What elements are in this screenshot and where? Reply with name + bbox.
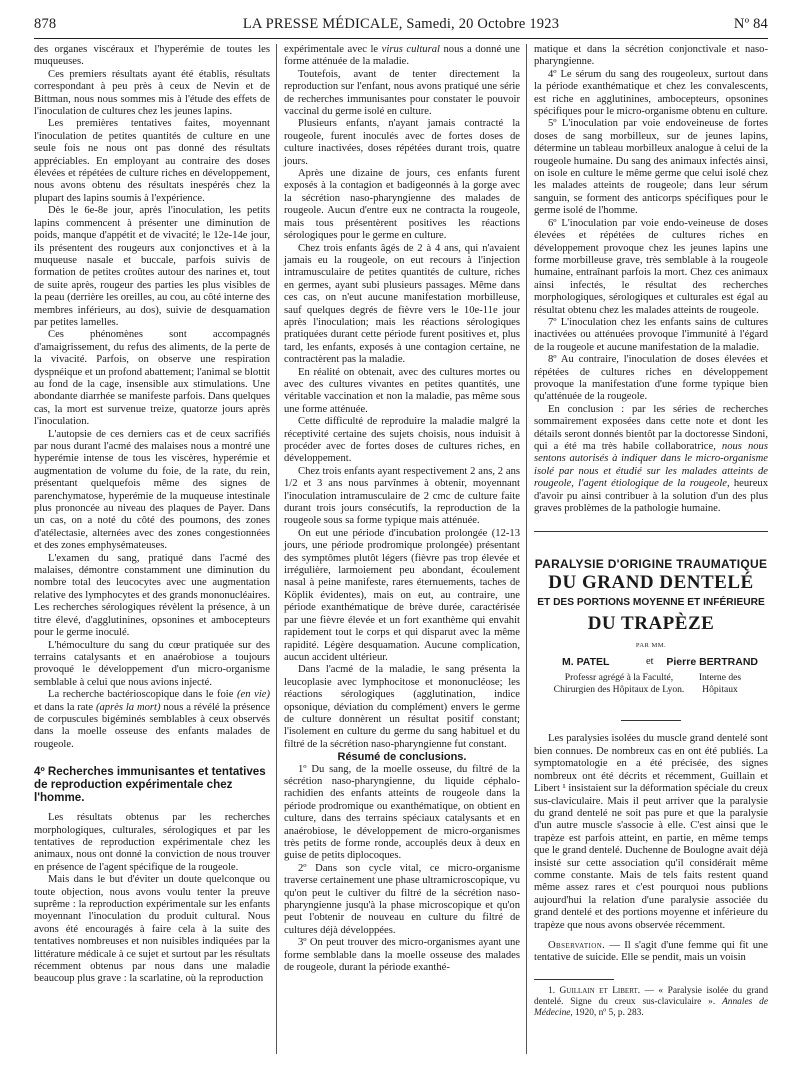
paragraph: Les premières tentatives faites, moyennant l'inoculation de petites quantités de culture en une seule fois ne nous ont pas donné des résultats appréciables. En employant au contraire des doses élevées et répétées de culture riches en développement, nous avons obtenu des résultats inespérés chez la plupart des lapins soumis à l'expérience. [34, 118, 270, 204]
paragraph: Les résultats obtenus par les recherches morphologiques, culturales, sérologiques et par les tentatives de reproduction expérimentale chez les animaux, nous ont donné la conviction de nous trouver en présence de l'agent spécifique de la rougeole. [34, 812, 270, 873]
paragraph: En réalité on obtenait, avec des cultures mortes ou avec des cultures vivantes en petites quantités, une véritable vaccination et non la maladie, pas même sous une forme atténuée. [284, 366, 520, 415]
conclusion-item: 4º Le sérum du sang des rougeoleux, surtout dans la période exanthématique et chez les convalescents, est riche en agglutinines, ambocepteurs, opsonines spécifiques pour le micro-organisme obtenu en culture. [534, 68, 768, 118]
text: La recherche bactérioscopique dans le foie [48, 689, 238, 701]
paragraph: L'examen du sang, pratiqué dans l'acmé des malaises, démontre constamment une diminution du nombre total des leucocytes avec une augmentation relative des lymphocytes et des grands mononucléaires. Les recherches sérologiques révèlent la présence, à un titre élevé, d'agglutinines, opsonines et ambocepteurs pour le germe inoculé. [34, 552, 270, 639]
italic-text: (après la mort) [95, 701, 161, 713]
conclusion-item: 7º L'inoculation chez les enfants sains de cultures inactivées ou atténuées provoque l'immunité à l'égard de la rougeole et aucune manifestation de la maladie. [534, 316, 768, 353]
conclusion-item: 1º Du sang, de la moelle osseuse, du filtré de la sécrétion naso-pharyngienne, du liquide céphalo-rachidien des enfants atteints de rougeole dans la période prodromique ou exanthématique, on obtient en culture, dans des terrains spéciaux catalysants et en anaérobiose, le développement de micro-organismes très petits de forme ronde, accouplés deux à deux en guise de petits diplocoques. [284, 763, 520, 862]
page-header [34, 14, 768, 34]
journal-title: LA PRESSE MÉDICALE, Samedi, 20 Octobre 1923 [242, 16, 560, 32]
conclusion-item: 8º Au contraire, l'inoculation de doses élevées et répétées de cultures riches en développement provoque la manifestation d'une forme typique bien qu'atténuée de la rougeole. [534, 354, 768, 403]
resume-heading: Résumé de conclusions. [337, 751, 467, 764]
article-title-line-1: PARALYSIE D'ORIGINE TRAUMATIQUE [534, 557, 768, 572]
paragraph: Ces phénomènes sont accompagnés d'amaigrissement, du refus des aliments, de la perte de la vivacité. Parfois, on observe une respiration dyspnéique et un profond abattement; l'animal se blottit au fond de la cage, insensible aux stimulations. Une abondante diarrhée se manifeste parfois. Dans quelques cas, la mort est survenue treize, quatorze jours après l'inoculation. [34, 329, 270, 428]
text: nous a donné une forme atténuée de la maladie. [284, 44, 521, 68]
italic-text: (en vie) [237, 689, 270, 701]
page-number: 878 [34, 16, 57, 32]
column-divider [526, 44, 527, 1054]
text: nous a révélé la présence de corpuscules bigéminés semblables à ceux observés dans la moelle osseuse des enfants malades de rougeole. [34, 701, 270, 750]
column-2 [284, 44, 520, 974]
authors [534, 656, 768, 670]
title-rule [621, 720, 681, 721]
italic-text: nous nous sentons autorisés à indiquer dans le micro-organisme isolé par nous et étudié sur les malades atteints de rougeole, l'agent étiologique de la rougeole, [534, 441, 768, 490]
observation-paragraph [534, 940, 768, 965]
conclusion-item: 5º L'inoculation par voie endoveineuse de fortes doses de sang morbilleux, sur de jeunes lapins, détermine un tableau morbilleux analogue à celui de la rougeole humaine. Du sang des animaux infectés ainsi, on isole en culture le même germe que celui isolé chez les malades atteints de rougeole; dans leur sérum sanguin, se forment des anticorps spécifiques pour le germe isolé de l'homme. [534, 118, 768, 217]
paragraph: L'autopsie de ces derniers cas et de ceux sacrifiés par nous durant l'acmé des malaises nous a montré une hyperémie intense de tous les viscères, hyperémie et augmentation de volume du foie, de la rate, du rein, présentant quelquefois même des signes de parenchymatose, hyperémie de la muqueuse intestinale plus prononcée au niveau des plaques de Payer. Dans un cas, on a noté du côté des poumons, des zones d'atélectasie, alternées avec des zones congestionnées et des zones emphysémateuses. [34, 428, 270, 552]
paragraph: Après une dizaine de jours, ces enfants furent exposés à la contagion et badigeonnés à la gorge avec la sécrétion naso-pharyngienne des malades de rougeole. Aucun d'entre eux ne contracta la rougeole, mais tous présentèrent positives les réactions sérologiques pour le germe en culture. [284, 168, 520, 242]
footnote-authors: Guillain et Libert. [559, 985, 641, 996]
paragraph: Toutefois, avant de tenter directement la reproduction sur l'enfant, nous avons pratiqué une série de recherches immunisantes pour constater le pouvoir vaccinal du germe isolé en culture. [284, 68, 520, 118]
italic-text: Annales de Médecine, [534, 996, 768, 1018]
affiliation-2: Interne des Hôpitaux [698, 672, 742, 695]
by-line: PAR MM. [635, 642, 667, 650]
paragraph: Chez trois enfants ayant respectivement 2 ans, 2 ans 1/2 et 3 ans nous parvînmes à obtenir, moyennant l'inoculation intramusculaire de 2 cmc de culture faite durant trois jours consécutifs, la reproduction de la rougeole sous sa forme typique mais atténuée. [284, 465, 520, 527]
text: heureux d'avoir pu ainsi contribuer à la solution d'un des plus graves problèmes de la pathologie humaine. [534, 478, 768, 515]
article-title-line-2: DU GRAND DENTELÉ [548, 571, 754, 593]
article-title-line-4: DU TRAPÈZE [587, 612, 715, 634]
issue-number: Nº 84 [733, 16, 768, 32]
paragraph: Les paralysies isolées du muscle grand dentelé sont bien connues. De nombreux cas en ont été publiés. La symptomatologie en a été précisée, des signes nombreux ont été décrits et récemment, Guillain et Libert ¹ insistaient sur la déformation spéciale du creux sus-claviculaire. Mais il peut arriver que la paralysie du grand dentelé ne soit pas pure et que la paralysie d'un autre muscle s'associe à elle. C'est ainsi que le trapèze est parfois atteint, en partie, en même temps que le grand dentelé. Duchenne de Boulogne avait déjà insisté sur cette association qu'il considérait même comme constante. Mais de tels faits restent quand même assez rares et c'est pourquoi nous publions aujourd'hui la relation d'une paralysie associée du grand dentelé et des portions moyenne et inférieure du trapèze que nous avons observée récemment. [534, 733, 768, 931]
footnote [534, 986, 768, 1019]
paragraph: Chez trois enfants âgés de 2 à 4 ans, qui n'avaient jamais eu la rougeole, on eut recours à l'injection intramusculaire de petites quantités de culture, riches en germes, ayant subi plusieurs passages. Même dans ces cas, on n'eut aucune manifestation morbilleuse, sauf quelques degrés de fièvre vers le 10e-11e jour après l'inoculation; mais les réactions sérologiques pratiquées durant cette période furent positives et, plus tard, les enfants, exposés à une contagion certaine, ne contractèrent pas la maladie. [284, 242, 520, 366]
paragraph: Cette difficulté de reproduire la maladie malgré la réceptivité certaine des sujets choisis, nous induisit à procéder avec de fortes doses de cultures riches, en développement. [284, 416, 520, 465]
author-1: M. PATEL [562, 656, 610, 669]
paragraph: Dès le 6e-8e jour, après l'inoculation, les petits lapins commencent à présenter une diminution de poids, manque d'appétit et de vivacité; le 12e-14e jour, ils présentent des rougeurs aux conjonctives et à la muqueuse nasale et buccale, parfois suivis de formation de petites croûtes autour des narines et, tout de suite après, rougeur des parties les plus visibles de la peau (derrière les oreilles, au cou, au côté interne des membres inférieurs, au dos), suivie de desquamation par petites lamelles. [34, 205, 270, 328]
conclusion-item: matique et dans la sécrétion conjonctivale et naso-pharyngienne. [534, 44, 768, 68]
paragraph: des organes viscéraux et l'hyperémie de toutes les muqueuses. [34, 44, 270, 68]
paragraph: Plusieurs enfants, n'ayant jamais contracté la rougeole, furent inoculés avec de fortes doses de culture inactivées, doses répétées durant trois, quatre jours. [284, 118, 520, 167]
paragraph [284, 44, 520, 69]
header-rule [34, 38, 768, 39]
text: En conclusion : par les séries de recherches sommairement exposées dans cette note et dont les détails seront donnés bientôt par la doctoresse Sindoni, qui a été ma très habile collaboratrice, [534, 403, 768, 452]
text: — Il s'agit d'une femme qui fit une tentative de suicide. Elle se pendit, mais un voisin [534, 939, 768, 964]
text: 1920, nº 5, p. 283. [572, 1007, 644, 1018]
conclusion-item: 6º L'inoculation par voie endo-veineuse de doses élevées et répétées de cultures riches en développement provoque chez les jeunes lapins une forme morbilleuse grave, très semblable à la rougeole humaine, entraînant parfois la mort. Chez ces animaux ainsi infectés, le résultat des recherches morphologiques, sérologiques et culturales est égal au résultat obtenu chez les malades atteints de rougeole. [534, 217, 768, 316]
article-header [534, 531, 768, 721]
paragraph [534, 404, 768, 516]
paragraph: Dans l'acmé de la maladie, le sang présenta la leucoplasie avec lymphocitose et mononucléose; les réactions sérologiques (agglutination, indice opsonique, déviation du complément) envers le germe de culture donnèrent un résultat positif constant; l'isolement en culture du germe du sang habituel et du filtré de la sécrétion naso-pharyngienne fut constant. [284, 664, 520, 750]
column-divider [276, 44, 277, 1054]
affiliation-1: Professr agrégé à la Faculté, Chirurgien des Hôpitaux de Lyon. [553, 672, 685, 695]
conclusion-item: 3º On peut trouver des micro-organismes ayant une forme semblable dans la moelle osseuse des malades de rougeole, durant la période exanthé- [284, 937, 520, 974]
italic-text: virus cultural [381, 44, 440, 55]
conclusion-item: 2º Dans son cycle vital, ce micro-organisme traverse certainement une phase ultramicroscopique, vu qu'on peut le cultiver du filtré de la sécrétion naso-pharyngienne jusqu'à la phase microscopique et qu'on peut l'obtenir de nouveau en culture du filtré de cultures déjà développées. [284, 862, 520, 936]
text: et dans la rate [34, 701, 96, 713]
affiliations [534, 672, 768, 708]
text: — « Paralysie isolée du grand dentelé. Signe du creux sus-claviculaire ». [534, 985, 769, 1007]
paragraph: Mais dans le but d'éviter un doute quelconque ou toute objection, nous avons voulu tenter la preuve suprême : la reproduction expérimentale sur les enfants moyennant l'inoculation du produit cultural. Nous avons été encouragés à faire cela à la suite des tentatives nombreuses et non nuisibles indiquées par la littérature médicale à ce sujet et surtout par les résultats récemment obtenus par nous dans une maladie beaucoup plus grave : la scarlatine, où la reproduction [34, 874, 270, 985]
observation-label: Observation. [548, 939, 606, 951]
paragraph [34, 689, 270, 751]
paragraph: L'hémoculture du sang du cœur pratiquée sur des terrains catalysants et en anaérobiose a toujours provoqué le développement d'un micro-organisme semblable à celui que nous avions injecté. [34, 639, 270, 688]
footnote-rule [534, 979, 614, 980]
column-3 [534, 44, 768, 1019]
column-1 [34, 44, 270, 986]
author-conjunction: et [646, 656, 654, 668]
article-title-line-3: ET DES PORTIONS MOYENNE ET INFÉRIEURE [537, 597, 765, 609]
text: 1. [548, 985, 560, 996]
section-heading: 4º Recherches immunisantes et tentatives de reproduction expérimentale chez l'homme. [34, 765, 266, 805]
author-2: Pierre BERTRAND [666, 656, 758, 669]
text: expérimentale avec le [284, 44, 382, 55]
paragraph: On eut une période d'incubation prolongée (12-13 jours, une période prodromique prolongée) présentant des symptômes plutôt légers (fièvre pas trop élevée et irrégulière, larmoiement peu abondant, écoulement nasal à peine manifeste, rares éternuements, taches de Köplik évidentes), mais on eut, au contraire, une période exanthématique de brève durée, caractérisée par une fièvre élevée et un fort exanthème qui envahit rapidement tout le corps et qui disparut avec la même rapidité. Légère desquamation. Aucune complication, aucun accident ultérieur. [284, 527, 520, 663]
paragraph: Ces premiers résultats ayant été établis, résultats correspondant à peu près à ceux de Nevin et de Bittman, nous nous sommes mis à l'étude des effets de l'inoculation de cultures chez les jeunes lapins. [34, 68, 270, 118]
